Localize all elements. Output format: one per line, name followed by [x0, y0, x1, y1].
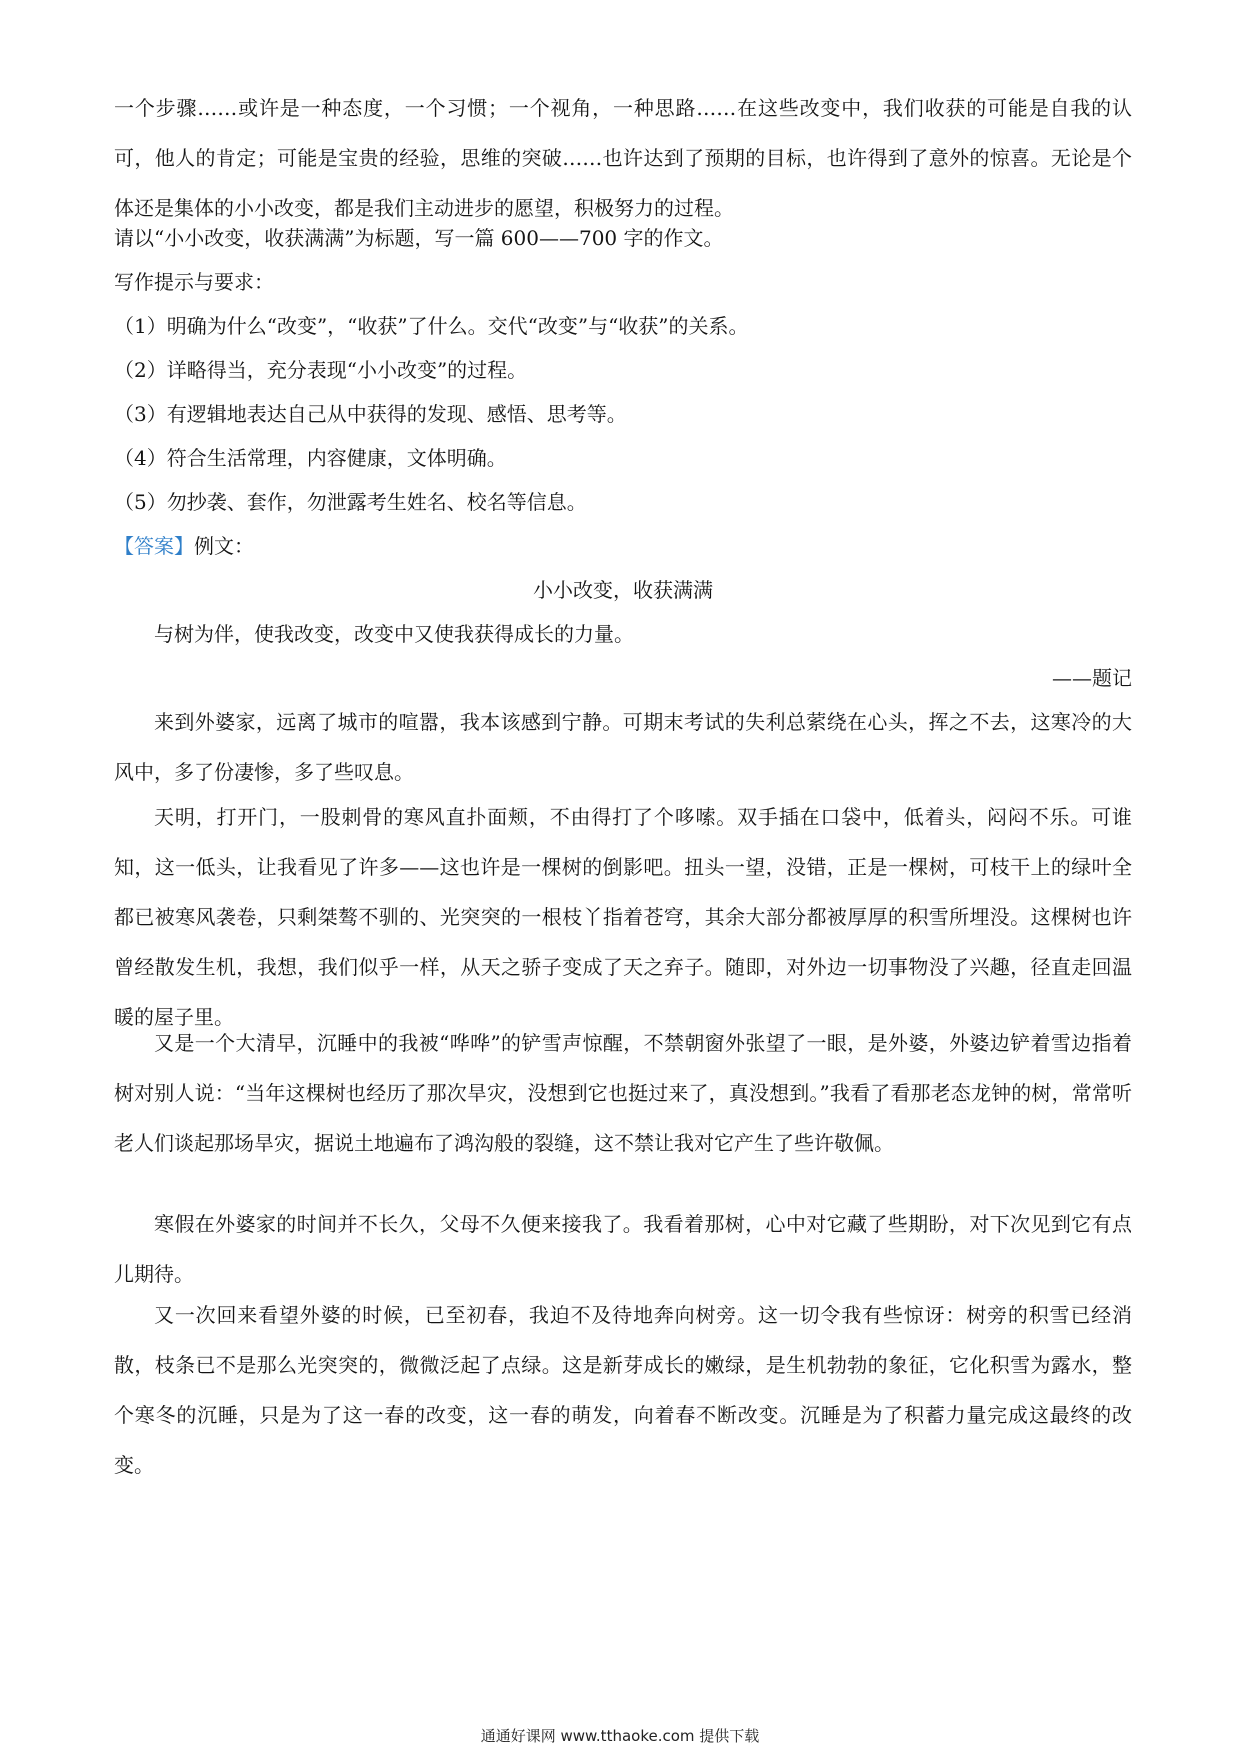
essay-paragraph: 寒假在外婆家的时间并不长久，父母不久便来接我了。我看着那树，心中对它藏了些期盼，对下次见到它有点儿期待。	[114, 1212, 1132, 1286]
requirement-item: （1）明确为什么“改变”，“收获”了什么。交代“改变”与“收获”的关系。	[114, 314, 749, 338]
essay-paragraph: 又一次回来看望外婆的时候，已至初春，我迫不及待地奔向树旁。这一切令我有些惊讶：树旁的积雪已经消散，枝条已不是那么光突突的，微微泛起了点绿。这是新芽成长的嫩绿，是生机勃勃的象征，它化积雪为露水，整个寒冬的沉睡，只是为了这一春的改变，这一春的萌发，向着春不断改变。沉睡是为了积蓄力量完成这最终的改变。	[114, 1303, 1132, 1477]
requirement-item: （3）有逻辑地表达自己从中获得的发现、感悟、思考等。	[114, 402, 627, 426]
essay-epigraph: 与树为伴，使我改变，改变中又使我获得成长的力量。	[154, 622, 634, 646]
essay-paragraph: 又是一个大清早，沉睡中的我被“哗哗”的铲雪声惊醒，不禁朝窗外张望了一眼，是外婆，外婆边铲着雪边指着树对别人说：“当年这棵树也经历了那次旱灾，没想到它也挺过来了，真没想到。”我看了看那老态龙钟的树，常常听老人们谈起那场旱灾，据说土地遍布了鸿沟般的裂缝，这不禁让我对它产生了些许敬佩。	[114, 1031, 1132, 1155]
requirements-heading: 写作提示与要求：	[114, 270, 274, 294]
requirement-item: （5）勿抄袭、套作，勿泄露考生姓名、校名等信息。	[114, 490, 587, 514]
essay-paragraph: 天明，打开门，一股刺骨的寒风直扑面颊，不由得打了个哆嗦。双手插在口袋中，低着头，闷闷不乐。可谁知，这一低头，让我看见了许多——这也许是一棵树的倒影吧。扭头一望，没错，正是一棵树，可枝干上的绿叶全都已被寒风袭卷，只剩桀骜不驯的、光突突的一根枝丫指着苍穹，其余大部分都被厚厚的积雪所埋没。这棵树也许曾经散发生机，我想，我们似乎一样，从天之骄子变成了天之弃子。随即，对外边一切事物没了兴趣，径直走回温暖的屋子里。	[114, 805, 1132, 1029]
essay-title: 小小改变，收获满满	[533, 578, 713, 602]
epigraph-source: ——题记	[1052, 666, 1132, 690]
answer-tag: 【答案】	[114, 534, 194, 558]
requirement-item: （2）详略得当，充分表现“小小改变”的过程。	[114, 358, 528, 382]
page-footer: 通通好课网 www.tthaoke.com 提供下载	[480, 1727, 760, 1745]
essay-paragraph: 来到外婆家，远离了城市的喧嚣，我本该感到宁静。可期末考试的失利总萦绕在心头，挥之不去，这寒冷的大风中，多了份凄惨，多了些叹息。	[114, 710, 1132, 784]
prompt-intro: 一个步骤……或许是一种态度，一个习惯；一个视角，一种思路……在这些改变中，我们收获的可能是自我的认可，他人的肯定；可能是宝贵的经验，思维的突破……也许达到了预期的目标，也许得到了意外的惊喜。无论是个体还是集体的小小改变，都是我们主动进步的愿望，积极努力的过程。	[114, 96, 1132, 220]
requirement-item: （4）符合生活常理，内容健康，文体明确。	[114, 446, 507, 470]
answer-line	[114, 521, 1132, 571]
answer-label: 例文：	[194, 534, 254, 558]
prompt-task: 请以“小小改变，收获满满”为标题，写一篇 600——700 字的作文。	[114, 226, 724, 250]
